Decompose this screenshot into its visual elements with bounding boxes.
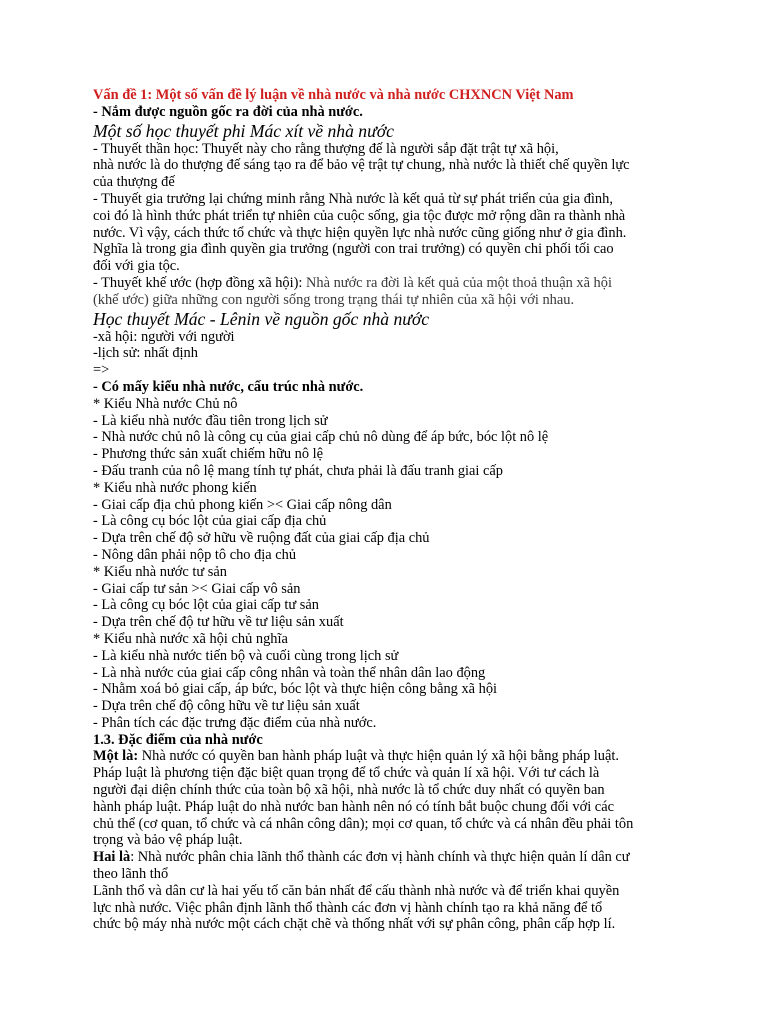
slave-state-line: * Kiểu Nhà nước Chủ nô	[93, 395, 238, 412]
theology-line: nhà nước là do thượng đế sáng tạo ra để bảo vệ trật tự chung, nhà nước là thiết chế quyền lực	[93, 157, 630, 174]
socialist-state-line: - Phân tích các đặc trưng đặc điểm của nhà nước.	[93, 714, 377, 731]
point-one-line: chủ thể (cơ quan, tổ chức và cá nhân công dân); mọi cơ quan, tổ chức và cá nhân đều phải tôn	[93, 815, 634, 832]
point-two-text: : Nhà nước phân chia lãnh thổ thành các đơn vị hành chính và thực hiện quản lí dân cư	[130, 849, 630, 866]
heading-non-marxist: Một số học thuyết phi Mác xít về nhà nước	[93, 120, 394, 141]
patriarchy-line: đối với gia tộc.	[93, 258, 180, 275]
socialist-state-line: - Nhằm xoá bỏ giai cấp, áp bức, bóc lột và thực hiện công bằng xã hội	[93, 681, 498, 698]
contract-label: - Thuyết khế ước (hợp đồng xã hội):	[93, 274, 306, 291]
feudal-state-line: - Dựa trên chế độ sở hữu về ruộng đất của giai cấp địa chủ	[93, 530, 430, 547]
patriarchy-line: Nghĩa là trong gia đình quyền gia trưởng (người con trai trưởng) có quyền chi phối tối cao	[93, 241, 614, 258]
bourgeois-state-line: - Giai cấp tư sản >< Giai cấp vô sản	[93, 580, 301, 597]
feudal-state-line: * Kiểu nhà nước phong kiến	[93, 479, 257, 496]
bourgeois-state-line: - Là công cụ bóc lột của giai cấp tư sản	[93, 597, 319, 614]
theology-line: của thượng đế	[93, 174, 175, 191]
contract-text: Nhà nước ra đời là kết quả của một thoả thuận xã hội	[306, 274, 612, 291]
subtitle-state-types: - Có mấy kiểu nhà nước, cấu trúc nhà nước.	[93, 378, 364, 395]
point-one-line: người đại diện chính thức của toàn bộ xã hội, nhà nước là tổ chức duy nhất có quyền ban	[93, 782, 605, 799]
document-title: Vấn đề 1: Một số vấn đề lý luận về nhà nước và nhà nước CHXNCN Việt Nam	[93, 87, 574, 103]
point-one-line: trọng và bảo vệ pháp luật.	[93, 832, 243, 849]
patriarchy-line: - Thuyết gia trưởng lại chứng minh rằng Nhà nước là kết quả từ sự phát triển của gia đình,	[93, 190, 613, 207]
socialist-state-line: - Là nhà nước của giai cấp công nhân và toàn thể nhân dân lao động	[93, 664, 486, 681]
patriarchy-line: coi đó là hình thức phát triển tự nhiên của cuộc sống, gia tộc được mở rộng dần ra thành nhà	[93, 207, 626, 224]
point-one-text: Nhà nước có quyền ban hành pháp luật và thực hiện quản lý xã hội bằng pháp luật.	[138, 748, 619, 765]
heading-marxist: Học thuyết Mác - Lênin về nguồn gốc nhà nước	[93, 308, 430, 329]
point-two-line	[93, 849, 693, 866]
feudal-state-line: - Nông dân phải nộp tô cho địa chủ	[93, 546, 297, 563]
bourgeois-state-line: * Kiểu nhà nước tư sản	[93, 563, 227, 580]
bourgeois-state-line: - Dựa trên chế độ tư hữu về tư liệu sản xuất	[93, 614, 344, 631]
feudal-state-line: - Giai cấp địa chủ phong kiến >< Giai cấp nông dân	[93, 496, 392, 513]
theology-line: - Thuyết thần học: Thuyết này cho rằng thượng đế là người sắp đặt trật tự xã hội,	[93, 140, 559, 157]
socialist-state-line: - Dựa trên chế độ công hữu về tư liệu sản xuất	[93, 698, 360, 715]
point-one-line: Pháp luật là phương tiện đặc biệt quan trọng để tổ chức và quản lí xã hội. Với tư cách là	[93, 765, 600, 782]
patriarchy-line: nước. Vì vậy, cách thức tổ chức và thực hiện quyền lực nhà nước cũng giống như ở gia đình.	[93, 224, 627, 241]
socialist-state-line: * Kiểu nhà nước xã hội chủ nghĩa	[93, 630, 288, 647]
slave-state-line: - Là kiểu nhà nước đầu tiên trong lịch sử	[93, 412, 328, 429]
subtitle-origin: - Nắm được nguồn gốc ra đời của nhà nước.	[93, 103, 363, 120]
slave-state-line: - Nhà nước chủ nô là công cụ của giai cấp chủ nô dùng để áp bức, bóc lột nô lệ	[93, 429, 549, 446]
point-one-line	[93, 748, 693, 765]
point-one-label: Một là:	[93, 748, 139, 765]
feudal-state-line: - Là công cụ bóc lột của giai cấp địa chủ	[93, 513, 327, 530]
contract-line: (khế ước) giữa những con người sống trong trạng thái tự nhiên của xã hội với nhau.	[93, 291, 575, 308]
section-heading: 1.3. Đặc điểm của nhà nước	[93, 731, 263, 748]
point-two-label: Hai là	[93, 849, 131, 866]
point-two-line: Lãnh thổ và dân cư là hai yếu tố căn bản nhất để cấu thành nhà nước và để triển khai quyền	[93, 882, 620, 899]
point-two-line: chức bộ máy nhà nước một cách chặt chẽ và thống nhất với sự phân công, phân cấp hợp lí.	[93, 916, 616, 933]
slave-state-line: - Phương thức sản xuất chiếm hữu nô lệ	[93, 446, 324, 463]
point-two-line: theo lãnh thổ	[93, 866, 169, 883]
document-page	[93, 87, 693, 933]
history-line: -lịch sử: nhất định	[93, 345, 198, 362]
point-two-line: lực nhà nước. Việc phân định lãnh thổ thành các đơn vị hành chính tạo ra khả năng để tổ	[93, 899, 603, 916]
arrow-line: =>	[93, 362, 110, 379]
contract-line	[93, 275, 693, 292]
socialist-state-line: - Là kiểu nhà nước tiến bộ và cuối cùng trong lịch sử	[93, 647, 399, 664]
point-one-line: hành pháp luật. Pháp luật do nhà nước ban hành nên nó có tính bắt buộc chung đối với các	[93, 798, 614, 815]
slave-state-line: - Đấu tranh của nô lệ mang tính tự phát, chưa phải là đấu tranh giai cấp	[93, 462, 503, 479]
society-line: -xã hội: người với người	[93, 328, 235, 345]
